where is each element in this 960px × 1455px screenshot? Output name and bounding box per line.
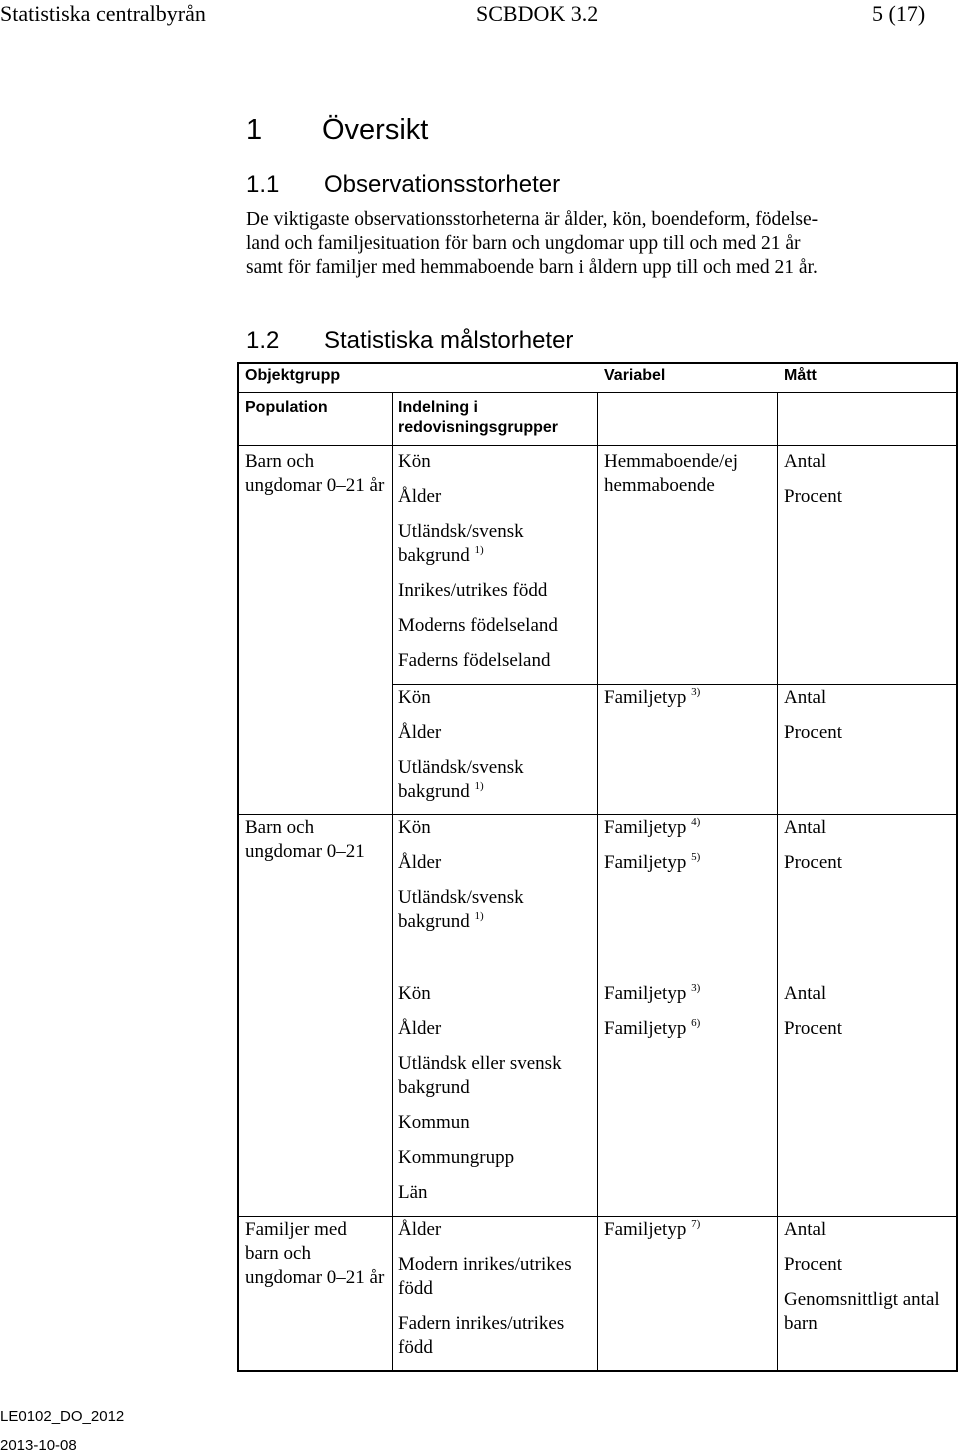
cell-item (784, 1218, 952, 1242)
cell-item (784, 450, 952, 474)
cell-item (604, 851, 772, 875)
cell-item-text: Ålder (398, 852, 442, 873)
cell-item-text: Kön (398, 451, 431, 472)
footer-date: 2013-10-08 (0, 1437, 77, 1454)
footnote-ref: 6) (691, 1017, 701, 1029)
cell-item (398, 816, 593, 840)
header-page-number: 5 (17) (872, 1, 926, 26)
cell-item-text: Antal (784, 687, 827, 708)
cell-item (398, 1312, 593, 1360)
header-variabel: Variabel (604, 367, 666, 384)
cell-item-text: Hemmaboende/ej hemmaboende (604, 451, 739, 496)
cell-item-text: Faderns födelseland (398, 650, 551, 671)
cell-item (784, 1017, 952, 1041)
table-cell-matt (784, 1218, 952, 1336)
cell-item-text: Procent (784, 486, 843, 507)
cell-item-text: Familjetyp (604, 1219, 687, 1240)
cell-item-text: Ålder (398, 1018, 442, 1039)
table-cell-matt (784, 982, 952, 1041)
header-matt: Mått (784, 367, 817, 384)
cell-item-text: Kommungrupp (398, 1147, 515, 1168)
subsection-1-1-number: 1.1 (246, 171, 280, 198)
cell-item-text: Familjetyp (604, 1018, 687, 1039)
cell-item-text: Kommun (398, 1112, 470, 1133)
cell-item (604, 450, 772, 498)
intro-line: De viktigaste observationsstorheterna är ålder, kön, boendeform, födelse- (246, 209, 819, 230)
cell-item (604, 816, 772, 840)
table-cell-population: Familjer med barn och ungdomar 0–21 år (245, 1219, 385, 1288)
intro-line: samt för familjer med hemmaboende barn i åldern upp till och med 21 år. (246, 257, 818, 278)
cell-item (398, 721, 593, 745)
cell-item (398, 1052, 593, 1100)
table-cell-variabel (604, 450, 772, 498)
cell-item-text: Ålder (398, 1219, 442, 1240)
table-cell-variabel (604, 816, 772, 875)
cell-item-text: Antal (784, 451, 827, 472)
subsection-1-2-number: 1.2 (246, 327, 280, 354)
header-org: Statistiska centralbyrån (0, 1, 206, 26)
cell-item-text: Fadern inrikes/utrikes född (398, 1313, 565, 1358)
subsection-1-2-heading (246, 326, 573, 356)
cell-item (398, 851, 593, 875)
cell-item (784, 816, 952, 840)
cell-item-text: Familjetyp (604, 983, 687, 1004)
footnote-ref: 1) (474, 544, 484, 556)
header-objektgrupp: Objektgrupp (245, 367, 341, 384)
cell-item-text: Kön (398, 983, 431, 1004)
footnote-ref: 4) (691, 816, 701, 828)
section-title: Översikt (322, 114, 429, 146)
cell-item-text: Genomsnittligt antal barn (784, 1289, 940, 1334)
cell-item-text: Antal (784, 817, 827, 838)
cell-item-text: Ålder (398, 486, 442, 507)
table-cell-variabel (604, 1218, 772, 1242)
cell-item (398, 886, 593, 934)
cell-item-text: Kön (398, 687, 431, 708)
footnote-ref: 3) (691, 982, 701, 994)
cell-item-text: Familjetyp (604, 817, 687, 838)
cell-item (398, 1017, 593, 1041)
table-cell-population: Barn och ungdomar 0–21 år (245, 451, 385, 496)
cell-item-text: Kön (398, 817, 431, 838)
table-cell-matt (784, 686, 952, 745)
cell-item (604, 686, 772, 710)
cell-item (784, 851, 952, 875)
cell-item-text: Utländsk/svensk bakgrund (398, 757, 524, 802)
cell-item (398, 579, 593, 603)
cell-item (398, 1218, 593, 1242)
cell-item (398, 450, 593, 474)
table-cell-indelning (398, 686, 593, 804)
cell-item (398, 520, 593, 568)
subsection-1-2-title: Statistiska målstorheter (324, 327, 574, 354)
table-cell-indelning (398, 982, 593, 1205)
cell-item (398, 614, 593, 638)
cell-item (784, 982, 952, 1006)
cell-item (604, 1017, 772, 1041)
cell-item (398, 982, 593, 1006)
footnote-ref: 7) (691, 1218, 701, 1230)
table-cell-matt (784, 816, 952, 875)
footnote-ref: 5) (691, 851, 701, 863)
header-population: Population (245, 399, 328, 416)
subsection-1-1-heading (246, 170, 560, 200)
cell-item-text: Procent (784, 1018, 843, 1039)
cell-item-text: Utländsk eller svensk bakgrund (398, 1053, 562, 1098)
cell-item-text: Antal (784, 983, 827, 1004)
table-cell-variabel (604, 982, 772, 1041)
footnote-ref: 3) (691, 686, 701, 698)
header-doc-id: SCBDOK 3.2 (476, 1, 599, 26)
cell-item (398, 485, 593, 509)
cell-item-text: Utländsk/svensk bakgrund (398, 887, 524, 932)
cell-item-text: Moderns födelseland (398, 615, 558, 636)
cell-item-text: Familjetyp (604, 852, 687, 873)
cell-item-text: Antal (784, 1219, 827, 1240)
cell-item-text: Inrikes/utrikes född (398, 580, 548, 601)
cell-item (398, 756, 593, 804)
table-cell-population: Barn och ungdomar 0–21 (245, 817, 365, 862)
footnote-ref: 1) (474, 910, 484, 922)
table-cell-indelning (398, 1218, 593, 1360)
cell-item (398, 1146, 593, 1170)
cell-item-text: Procent (784, 1254, 843, 1275)
cell-item (784, 485, 952, 509)
cell-item (784, 721, 952, 745)
cell-item (604, 1218, 772, 1242)
cell-item (784, 1288, 952, 1336)
section-number: 1 (246, 114, 263, 146)
table-cell-variabel (604, 686, 772, 710)
footnote-ref: 1) (474, 780, 484, 792)
footer-code: LE0102_DO_2012 (0, 1408, 125, 1425)
header-indelning: Indelning i redovisningsgrupper (398, 399, 559, 436)
cell-item-text: Län (398, 1182, 428, 1203)
cell-item (398, 649, 593, 673)
subsection-1-1-title: Observationsstorheter (324, 171, 561, 198)
cell-item (784, 686, 952, 710)
cell-item-text: Utländsk/svensk bakgrund (398, 521, 524, 566)
cell-item (398, 1253, 593, 1301)
cell-item-text: Ålder (398, 722, 442, 743)
cell-item (398, 686, 593, 710)
intro-paragraph (246, 208, 946, 280)
cell-item (604, 982, 772, 1006)
cell-item (398, 1111, 593, 1135)
cell-item-text: Modern inrikes/utrikes född (398, 1254, 572, 1299)
table-cell-indelning (398, 450, 593, 673)
cell-item (398, 1181, 593, 1205)
section-heading (246, 112, 428, 148)
cell-item-text: Familjetyp (604, 687, 687, 708)
table-cell-indelning (398, 816, 593, 934)
intro-line: land och familjesituation för barn och ungdomar upp till och med 21 år (246, 233, 801, 254)
cell-item-text: Procent (784, 852, 843, 873)
table-cell-matt (784, 450, 952, 509)
cell-item (784, 1253, 952, 1277)
cell-item-text: Procent (784, 722, 843, 743)
